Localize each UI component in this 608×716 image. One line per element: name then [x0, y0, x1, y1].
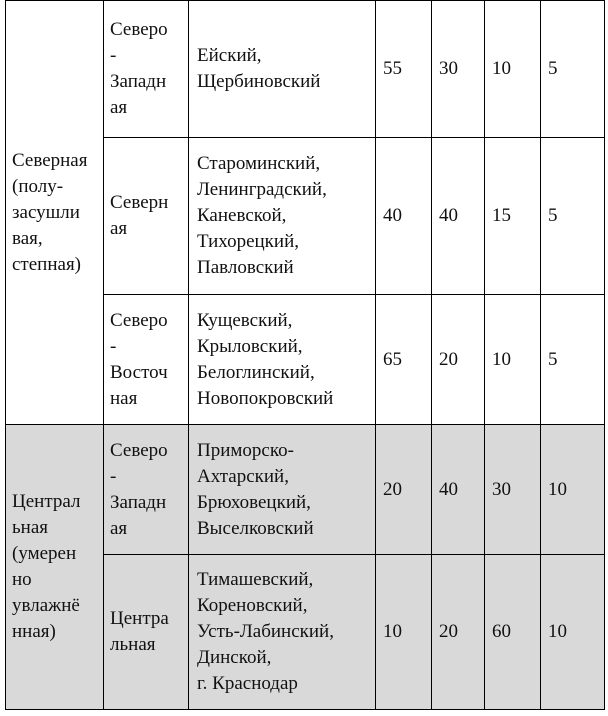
- value-cell: 20: [432, 555, 485, 710]
- subzone-cell: Северо - Восточ ная: [104, 295, 189, 425]
- subzone-cell: Северн ая: [104, 138, 189, 295]
- value-cell: 65: [376, 295, 432, 425]
- zones-table: [5, 0, 605, 710]
- zone-cell: Централ ьная (умерен но увлажнё нная): [6, 425, 104, 710]
- districts-cell: Тимашевский, Кореновский, Усть-Лабинский, Динской, г. Краснодар: [189, 555, 376, 710]
- value-cell: 30: [485, 425, 541, 555]
- value-cell: 5: [541, 1, 605, 138]
- value-cell: 10: [541, 555, 605, 710]
- subzone-cell: Центра льная: [104, 555, 189, 710]
- districts-cell: Ейский, Щербиновский: [189, 1, 376, 138]
- value-cell: 40: [432, 425, 485, 555]
- value-cell: 10: [485, 295, 541, 425]
- districts-cell: Кущевский, Крыловский, Белоглинский, Новопокровский: [189, 295, 376, 425]
- value-cell: 60: [485, 555, 541, 710]
- value-cell: 55: [376, 1, 432, 138]
- zone-cell: Северная (полу- засушли вая, степная): [6, 1, 104, 425]
- districts-cell: Староминский, Ленинградский, Каневской, Тихорецкий, Павловский: [189, 138, 376, 295]
- value-cell: 5: [541, 138, 605, 295]
- subzone-cell: Северо - Западн ая: [104, 1, 189, 138]
- value-cell: 10: [485, 1, 541, 138]
- value-cell: 20: [432, 295, 485, 425]
- value-cell: 10: [541, 425, 605, 555]
- value-cell: 30: [432, 1, 485, 138]
- table-row: [6, 1, 605, 138]
- value-cell: 40: [376, 138, 432, 295]
- value-cell: 40: [432, 138, 485, 295]
- value-cell: 5: [541, 295, 605, 425]
- table-row: [6, 425, 605, 555]
- subzone-cell: Северо - Западн ая: [104, 425, 189, 555]
- districts-cell: Приморско- Ахтарский, Брюховецкий, Выселковский: [189, 425, 376, 555]
- value-cell: 10: [376, 555, 432, 710]
- value-cell: 20: [376, 425, 432, 555]
- value-cell: 15: [485, 138, 541, 295]
